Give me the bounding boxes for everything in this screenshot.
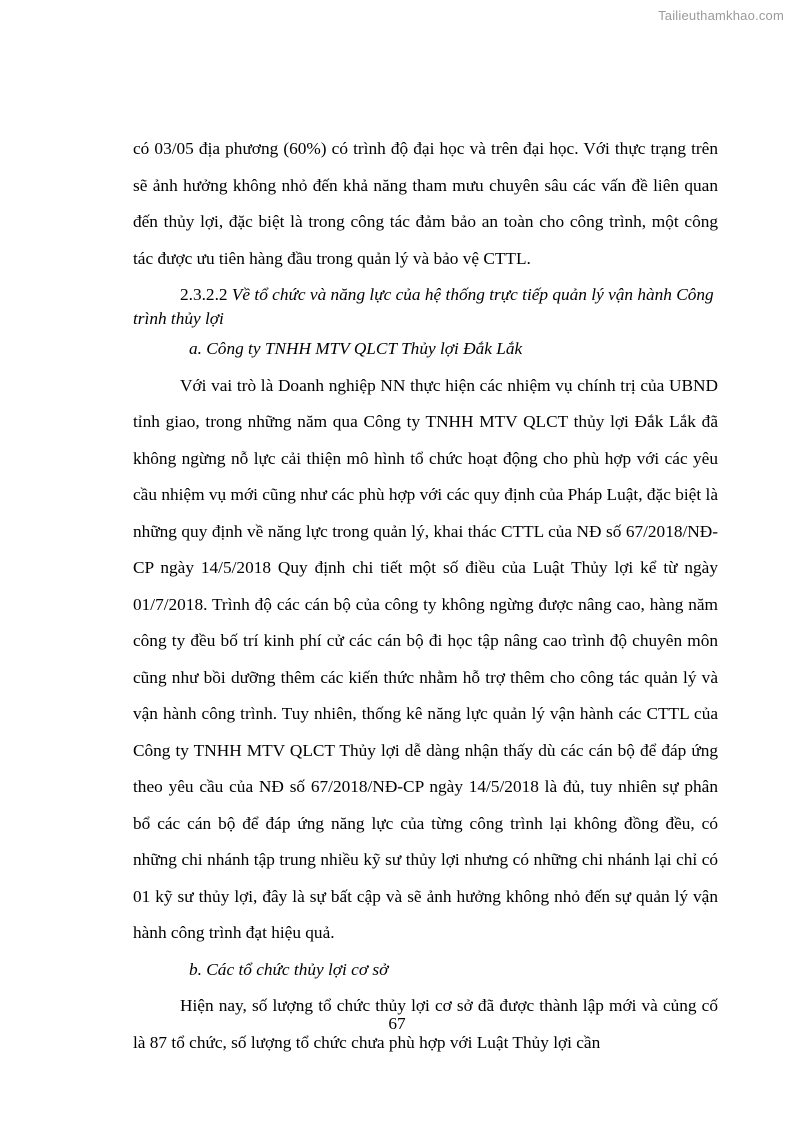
page-number: 67: [388, 1014, 406, 1033]
section-title: Về tổ chức và năng lực của hệ thống trực tiếp quản lý vận hành Công trình thủy lợi: [133, 285, 714, 328]
paragraph-company: Với vai trò là Doanh nghiệp NN thực hiện các nhiệm vụ chính trị của UBND tỉnh giao, trong những năm qua Công ty TNHH MTV QLCT thủy lợi Đắk Lắk đã không ngừng nỗ lực cải thiện mô hình tổ chức hoạt động cho phù hợp với các yêu cầu nhiệm vụ mới cũng như các phù hợp với các quy định của Pháp Luật, đặc biệt là những quy định về năng lực trong quản lý, khai thác CTTL của NĐ số 67/2018/NĐ-CP ngày 14/5/2018 Quy định chi tiết một số điều của Luật Thủy lợi kể từ ngày 01/7/2018. Trình độ các cán bộ của công ty không ngừng được nâng cao, hàng năm công ty đều bố trí kinh phí cử các cán bộ đi học tập nâng cao trình độ chuyên môn cũng như bồi dưỡng thêm các kiến thức nhằm hỗ trợ thêm cho công tác quản lý và vận hành công trình. Tuy nhiên, thống kê năng lực quản lý vận hành các CTTL của Công ty TNHH MTV QLCT Thủy lợi dễ dàng nhận thấy dù các cán bộ để đáp ứng theo yêu cầu của NĐ số 67/2018/NĐ-CP ngày 14/5/2018 là đủ, tuy nhiên sự phân bổ các cán bộ để đáp ứng năng lực của từng công trình lại không đồng đều, có những chi nhánh tập trung nhiều kỹ sư thủy lợi nhưng có những chi nhánh lại chỉ có 01 kỹ sư thủy lợi, đây là sự bất cập và sẽ ảnh hưởng không nhỏ đến sự quản lý vận hành công trình đạt hiệu quả.: [133, 375, 718, 942]
watermark: Tailieuthamkhao.com: [658, 8, 784, 23]
paragraph-grassroots: Hiện nay, số lượng tổ chức thủy lợi cơ sở đã được thành lập mới và củng cố là 87 tổ chức, số lượng tổ chức chưa phù hợp với Luật Thủy lợi cần: [133, 996, 718, 1052]
section-number: 2.3.2.2: [180, 285, 228, 304]
subheading-a: a. Công ty TNHH MTV QLCT Thủy lợi Đắk Lắk: [189, 339, 523, 358]
document-body: [133, 131, 718, 1061]
paragraph-continued: có 03/05 địa phương (60%) có trình độ đại học và trên đại học. Với thực trạng trên sẽ ảnh hưởng không nhỏ đến khả năng tham mưu chuyên sâu các vấn đề liên quan đến thủy lợi, đặc biệt là trong công tác đảm bảo an toàn cho công trình, một công tác được ưu tiên hàng đầu trong quản lý và bảo vệ CTTL.: [133, 139, 718, 268]
subheading-b: b. Các tổ chức thủy lợi cơ sở: [189, 959, 389, 979]
section-heading-2-3-2-2: [133, 277, 718, 331]
